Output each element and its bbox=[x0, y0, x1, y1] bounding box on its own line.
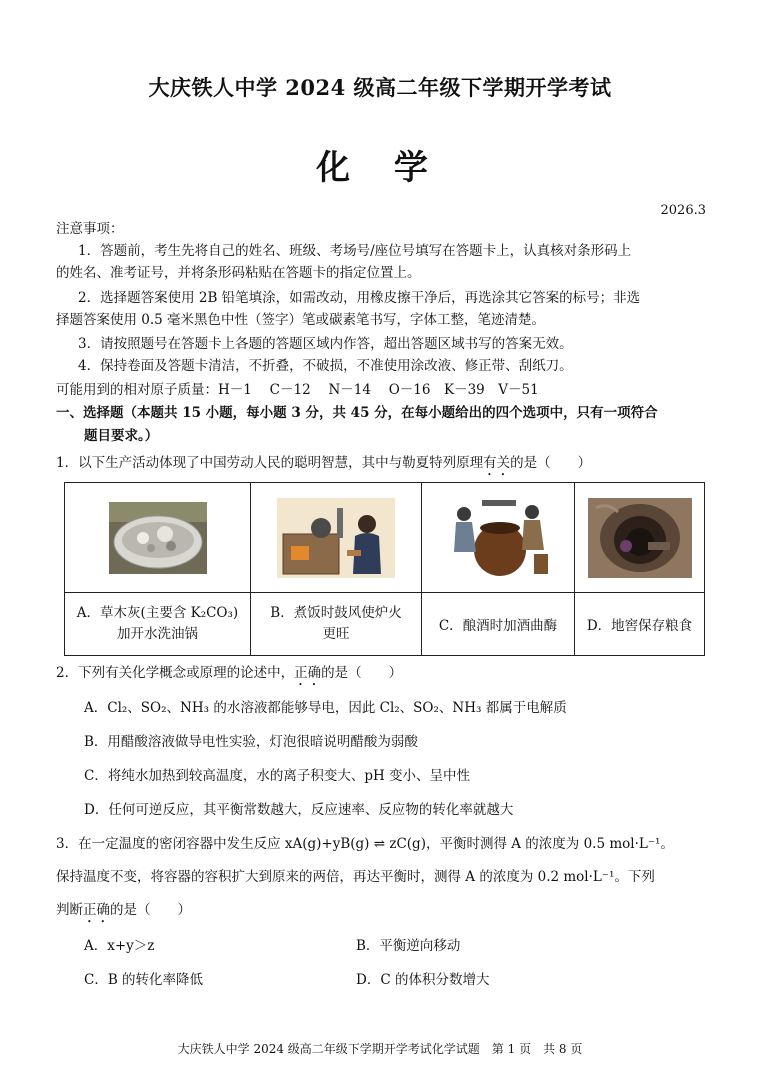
section-heading-line-2: 题目要求。） bbox=[84, 428, 159, 444]
option-a-image-cell bbox=[65, 483, 251, 593]
question-3-option-c: C．B 的转化率降低 bbox=[84, 972, 204, 988]
question-3-line-3: 判断正确的是（ ） bbox=[56, 902, 191, 918]
page-footer: 大庆铁人中学 2024 级高二年级下学期开学考试化学试题 第 1 页 共 8 页 bbox=[177, 1042, 583, 1056]
note-3: 3．请按照题号在答题卡上各题的答题区域内作答，超出答题区域书写的答案无效。 bbox=[78, 336, 573, 352]
notes-heading: 注意事项： bbox=[56, 221, 124, 237]
brewing-wine-image bbox=[442, 496, 554, 580]
question-1-stem: 1．以下生产活动体现了中国劳动人民的聪明智慧，其中与勒夏特列原理有关的是（ ） bbox=[56, 455, 592, 471]
question-2-option-d: D．任何可逆反应，其平衡常数越大，反应速率、反应物的转化率就越大 bbox=[84, 802, 514, 818]
option-d-caption: D．地窖保存粮食 bbox=[575, 593, 705, 656]
note-2-line-2: 择题答案使用 0.5 毫米黑色中性（签字）笔或碳素笔书写，字体工整，笔迹清楚。 bbox=[56, 312, 546, 328]
stove-cooking-image bbox=[277, 498, 395, 578]
atomic-masses: 可能用到的相对原子质量：H－1 C－12 N－14 O－16 K－39 V－51 bbox=[56, 382, 539, 398]
cellar-well-image bbox=[588, 498, 692, 578]
option-b-caption: B．煮饭时鼓风使炉火 更旺 bbox=[251, 593, 422, 656]
exam-date: 2026.3 bbox=[660, 203, 706, 218]
ash-bowl-image bbox=[109, 502, 207, 574]
option-a-caption: A．草木灰(主要含 K₂CO₃) 加开水洗油锅 bbox=[65, 593, 251, 656]
note-1-line-2: 的姓名、准考证号，并将条形码粘贴在答题卡的指定位置上。 bbox=[56, 265, 421, 281]
question-2-option-c: C．将纯水加热到较高温度，水的离子积变大、pH 变小、呈中性 bbox=[84, 768, 471, 784]
option-d-image-cell bbox=[575, 483, 705, 593]
option-c-caption: C．酿酒时加酒曲酶 bbox=[422, 593, 575, 656]
exam-title: 大庆铁人中学 2024 级高二年级下学期开学考试 bbox=[148, 75, 612, 100]
note-1-line-1: 1．答题前，考生先将自己的姓名、班级、考场号/座位号填写在答题卡上，认真核对条形码上 bbox=[78, 243, 632, 259]
question-2-option-b: B．用醋酸溶液做导电性实验，灯泡很暗说明醋酸为弱酸 bbox=[84, 734, 418, 750]
question-3-option-d: D．C 的体积分数增大 bbox=[356, 972, 490, 988]
note-2-line-1: 2．选择题答案使用 2B 铅笔填涂，如需改动，用橡皮擦干净后，再选涂其它答案的标号；非选 bbox=[78, 290, 641, 306]
question-3-option-b: B．平衡逆向移动 bbox=[356, 938, 461, 954]
option-b-image-cell bbox=[251, 483, 422, 593]
question-2-option-a: A．Cl₂、SO₂、NH₃ 的水溶液都能够导电，因此 Cl₂、SO₂、NH₃ 都属于电解质 bbox=[84, 700, 567, 716]
question-2-stem: 2．下列有关化学概念或原理的论述中，正确的是（ ） bbox=[56, 665, 403, 681]
option-c-image-cell bbox=[422, 483, 575, 593]
section-heading-line-1: 一、选择题（本题共 15 小题，每小题 3 分，共 45 分，在每小题给出的四个选项中，只有一项符合 bbox=[56, 405, 658, 421]
note-4: 4．保持卷面及答题卡清洁，不折叠，不破损，不准使用涂改液、修正带、刮纸刀。 bbox=[78, 358, 573, 374]
question-3-line-2: 保持温度不变，将容器的容积扩大到原来的两倍，再达平衡时，测得 A 的浓度为 0.2 mol·L⁻¹。下列 bbox=[56, 869, 655, 885]
subject-title: 化 学 bbox=[316, 148, 444, 188]
question-3-line-1: 3．在一定温度的密闭容器中发生反应 xA(g)+yB(g) ⇌ zC(g)，平衡时测得 A 的浓度为 0.5 mol·L⁻¹。 bbox=[56, 836, 674, 852]
question-3-option-a: A．x+y＞z bbox=[84, 938, 155, 954]
question-1-options-table bbox=[64, 482, 705, 656]
